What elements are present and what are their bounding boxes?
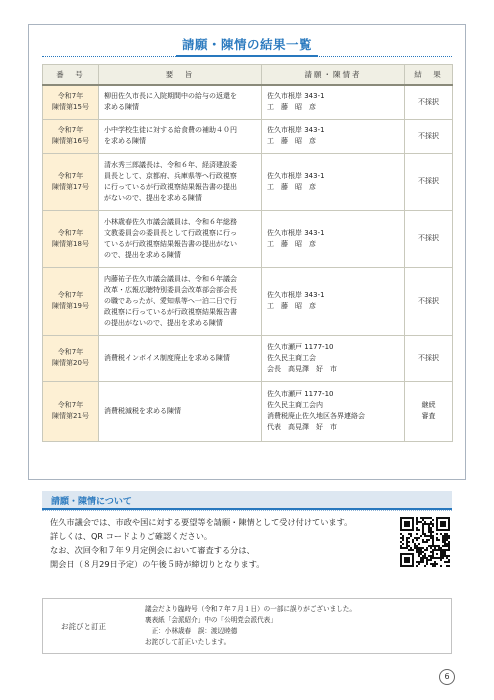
petitioner-line: 佐久市根岸 343-1 [267, 171, 325, 180]
petition-result-cell [405, 153, 453, 210]
petitioner-line: 工 藤 昭 彦 [267, 302, 316, 310]
header-summary: 要 旨 [99, 65, 262, 86]
qr-code-icon[interactable] [400, 517, 450, 567]
petition-summary-line: 小林歳春佐久市議会議員は、令和６年総務 [104, 217, 237, 226]
petitioner-line: 佐久市根岸 343-1 [267, 291, 325, 299]
petition-summary-line: に行っているが行政視察結果報告書の提出 [104, 182, 237, 191]
petition-result-line: 不採択 [418, 177, 439, 185]
page-number: 6 [439, 669, 455, 685]
petition-summary-line: 消費税減税を求める陳情 [104, 406, 181, 415]
petition-number-line: 陳情第19号 [52, 302, 89, 310]
petition-summary-cell [99, 210, 262, 267]
petition-summary-line: 求める陳情 [104, 103, 139, 112]
petition-summary-line: 消費税インボイス制度廃止を求める陳情 [104, 353, 230, 362]
petition-result-line: 審査 [421, 412, 436, 420]
table-row [43, 153, 453, 210]
petitioner-line: 佐久民主商工会内 [267, 401, 323, 409]
petition-result-cell [405, 335, 453, 381]
petition-result-line: 継続 [421, 401, 436, 409]
petition-summary-cell [99, 267, 262, 335]
header-result: 結 果 [405, 65, 453, 86]
results-table [42, 64, 453, 442]
about-heading-bar [42, 491, 452, 510]
petition-result-line: 不採択 [418, 296, 439, 305]
petition-number-line: 陳情第20号 [52, 359, 89, 367]
title-divider [42, 56, 452, 57]
petitioner-line: 工 藤 昭 彦 [267, 182, 316, 191]
petition-summary-line: 柳田佐久市長に入院期間中の給与の返還を [104, 92, 237, 101]
petition-number-line: 令和7年 [57, 228, 84, 237]
petition-number-line: 令和7年 [57, 126, 84, 134]
petition-summary-line: の職であったが、愛知県等へ一泊二日で行 [104, 296, 237, 305]
petition-summary-line: ているが行政視察結果報告書の提出がない [104, 239, 237, 248]
petitioner-line: 佐久市根岸 343-1 [267, 126, 325, 134]
petition-summary-cell [99, 335, 262, 381]
table-row [43, 335, 453, 381]
petitioner-line: 佐久市瀬戸 1177-10 [267, 390, 334, 398]
about-line: なお、次回令和７年９月定例会において審査する分は、 [50, 545, 255, 555]
petition-summary-line: 清水秀三郎議長は、令和６年、経済建設委 [104, 160, 237, 169]
errata-label: お詫びと訂正 [61, 622, 106, 631]
petition-number-line: 令和7年 [57, 92, 84, 101]
petition-number-cell [43, 85, 99, 119]
table-header-row [43, 65, 453, 86]
table-row [43, 119, 453, 153]
petitioner-line: 工 藤 昭 彦 [267, 239, 316, 248]
petition-summary-line: 員長として、京都府、兵庫県等へ行政視察 [104, 171, 237, 180]
petitioner-line: 工 藤 昭 彦 [267, 137, 316, 145]
petition-result-line: 不採択 [418, 353, 439, 362]
petitioner-line: 佐久市根岸 343-1 [267, 228, 325, 237]
petition-result-cell [405, 210, 453, 267]
about-divider [42, 510, 452, 511]
errata-line: お詫びして訂正いたします。 [145, 638, 231, 646]
petitioner-cell [262, 267, 405, 335]
petition-result-cell [405, 381, 453, 441]
petitioner-cell [262, 119, 405, 153]
petitioner-line: 消費税廃止佐久地区各界連絡会 [267, 412, 365, 420]
petitioner-line: 佐久民主商工会 [267, 353, 316, 362]
about-line: 詳しくは、QR コードよりご確認ください。 [50, 531, 213, 541]
petition-summary-line: ので、提出を求める陳情 [104, 250, 181, 259]
petition-number-line: 令和7年 [57, 291, 84, 299]
petition-number-cell [43, 381, 99, 441]
petition-result-cell [405, 119, 453, 153]
petition-number-line: 陳情第17号 [52, 182, 89, 191]
about-heading: 請願・陳情について [51, 497, 132, 507]
header-petitioner: 請願・陳情者 [262, 65, 405, 86]
table-row [43, 85, 453, 119]
about-line: 開会日（８月29日予定）の午後５時が締切りとなります。 [50, 559, 265, 569]
petition-summary-line: がないので、提出を求める陳情 [104, 193, 202, 202]
petitioner-line: 佐久市瀬戸 1177-10 [267, 342, 334, 351]
petitioner-cell [262, 335, 405, 381]
petition-result-cell [405, 85, 453, 119]
page-title: 請願・陳情の結果一覧 [176, 35, 318, 57]
petitioner-line: 会長 高見澤 好 市 [267, 364, 337, 373]
petitioner-cell [262, 381, 405, 441]
petition-summary-cell [99, 153, 262, 210]
petitioner-line: 代表 高見澤 好 市 [267, 423, 337, 431]
petition-number-line: 陳情第21号 [52, 412, 89, 420]
petition-result-line: 不採択 [418, 131, 439, 140]
petition-number-cell [43, 267, 99, 335]
petition-summary-line: 文教委員会の委員長として行政視察に行っ [104, 228, 237, 237]
petitioner-cell [262, 153, 405, 210]
errata-line: 議会だより臨時号（令和７年７月１日）の一部に誤りがございました。 [145, 605, 356, 613]
petition-summary-cell [99, 119, 262, 153]
petition-number-line: 陳情第18号 [52, 239, 89, 248]
petition-number-line: 令和7年 [57, 348, 84, 356]
petition-number-cell [43, 153, 99, 210]
petition-number-cell [43, 119, 99, 153]
petition-result-cell [405, 267, 453, 335]
petitioner-line: 佐久市根岸 343-1 [267, 92, 325, 101]
petition-summary-line: 改革・広報広聴特別委員会改革部会部会長 [104, 285, 237, 294]
petition-number-line: 陳情第16号 [52, 137, 89, 145]
errata-box [42, 598, 452, 654]
table-row [43, 381, 453, 441]
petition-summary-line: 小中学校生徒に対する給食費の補助４０円 [104, 126, 237, 134]
about-text [50, 515, 390, 571]
about-line: 佐久市議会では、市政や国に対する要望等を請願・陳情として受け付けています。 [50, 517, 353, 527]
petition-number-line: 陳情第15号 [52, 103, 89, 112]
petitioner-cell [262, 210, 405, 267]
petition-summary-cell [99, 381, 262, 441]
table-row [43, 267, 453, 335]
petition-result-line: 不採択 [418, 97, 439, 106]
petition-number-line: 令和7年 [57, 401, 84, 409]
table-row [43, 210, 453, 267]
errata-line: 正：小林歳春 誤：渡辺睦德 [145, 627, 238, 635]
petition-summary-line: の提出がないので、提出を求める陳情 [104, 318, 223, 327]
petition-summary-cell [99, 85, 262, 119]
petition-summary-line: を求める陳情 [104, 137, 146, 145]
petitioner-cell [262, 85, 405, 119]
petition-summary-line: 内藤祐子佐久市議会議員は、令和６年議会 [104, 274, 237, 283]
petition-number-cell [43, 335, 99, 381]
header-number: 番 号 [43, 65, 99, 86]
petition-number-cell [43, 210, 99, 267]
errata-line: 裏表紙「会派紹介」中の「公明党会派代表」 [145, 616, 277, 624]
petition-number-line: 令和7年 [57, 171, 84, 180]
petition-summary-line: 政視察に行っているが行政視察結果報告書 [104, 307, 237, 316]
petition-result-line: 不採択 [418, 234, 439, 242]
petitioner-line: 工 藤 昭 彦 [267, 103, 316, 112]
errata-text [145, 604, 356, 648]
